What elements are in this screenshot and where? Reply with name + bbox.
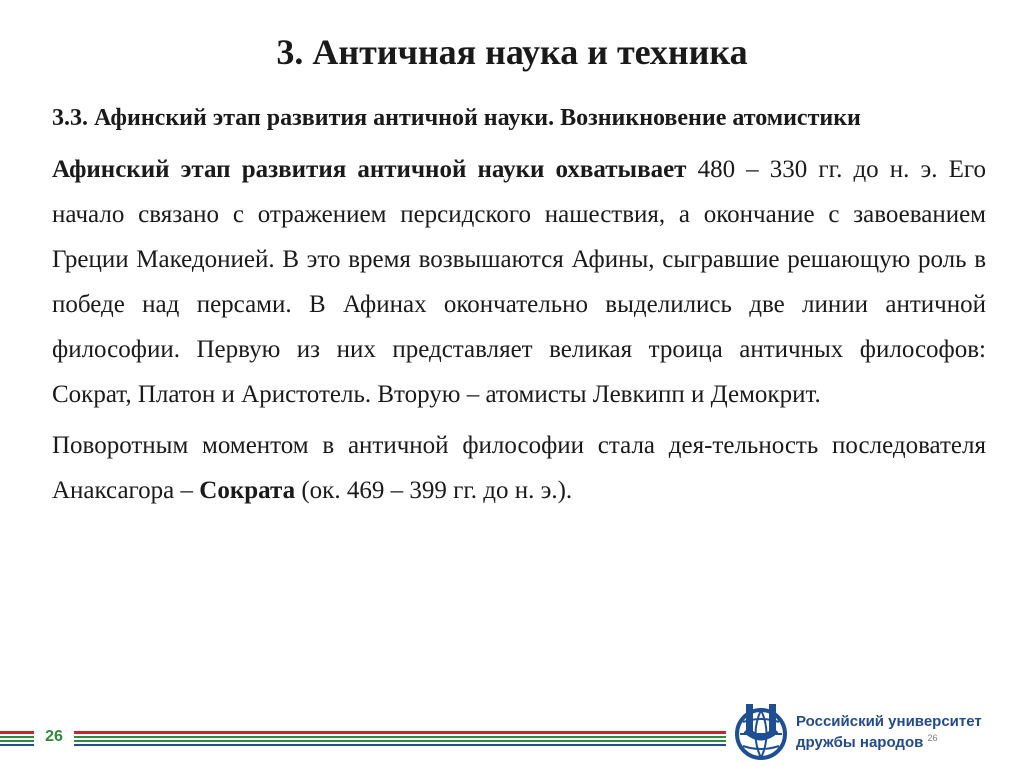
paragraph-body: 480 – 330 гг. до н. э. Его начало связано с отражением персидского нашествия, а окончание с завоеванием Греции Македонией. В это время возвышаются Афины, сыгравшие решающую роль в победе над персами. В Афинах окончательно выделились две линии античной философии. Первую из них представляет великая троица античных философов: Сократ, Платон и Аристотель. Вторую – атомисты Левкипп и Демокрит.: [52, 156, 986, 408]
paragraph-socrates: [52, 423, 986, 513]
paragraph-socrates-end: (ок. 469 – 399 гг. до н. э.).: [295, 477, 573, 504]
socrates-name: Сократа: [199, 477, 296, 504]
university-logo-icon: [730, 700, 792, 762]
slide-title: 3. Античная наука и техника: [276, 32, 748, 72]
university-name-line2: дружбы народов $^{26}$: [796, 733, 938, 751]
paragraph-lead-bold: Афинский этап развития античной науки охватывает: [52, 156, 687, 183]
stripe-red: [0, 731, 726, 734]
paragraph-socrates-start: Поворотным моментом в античной философии стала дея-тельность последователя Анаксагора –: [52, 432, 986, 504]
university-name: [796, 714, 1006, 751]
logo-small-number: 26: [927, 733, 938, 743]
paragraph-athenian-stage: [52, 147, 986, 417]
section-subtitle: 3.3. Афинский этап развития античной науки. Возникновение атомистики: [52, 105, 861, 131]
university-name-line1: Российский университет: [796, 713, 982, 730]
stripe-green-2: [0, 740, 726, 742]
stripe-green-1: [0, 736, 726, 738]
page-number: 26: [34, 725, 74, 749]
footer-stripes: [0, 731, 726, 745]
slide-content: [52, 96, 986, 519]
stripe-blue: [0, 744, 726, 746]
